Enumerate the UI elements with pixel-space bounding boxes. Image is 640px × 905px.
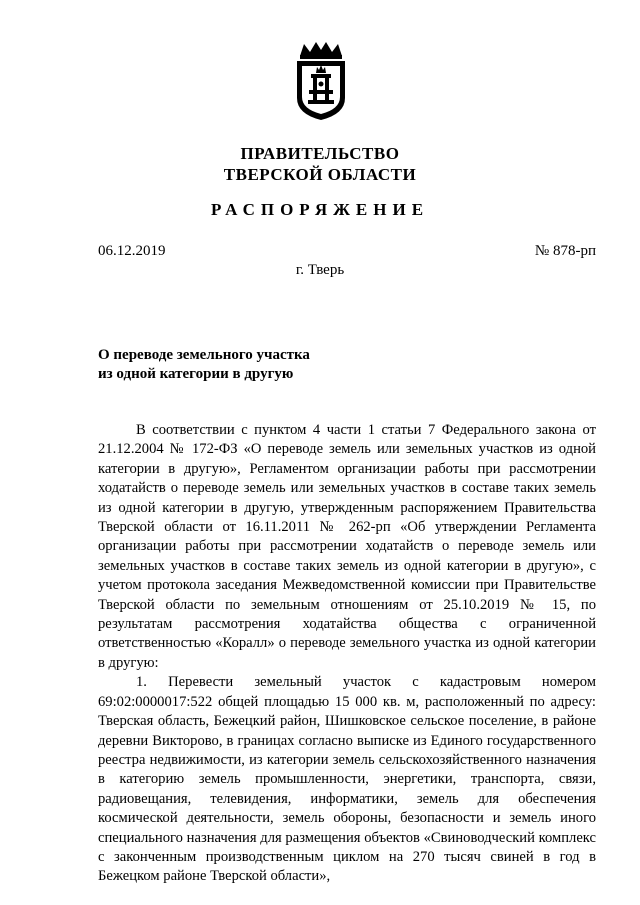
document-subject [98, 346, 310, 384]
org-name-line1: ПРАВИТЕЛЬСТВО [240, 144, 400, 163]
body-paragraph-preamble: В соответствии с пунктом 4 части 1 статьи 7 Федерального закона от 21.12.2004 № 172-ФЗ «О переводе земель или земельных участков из одной категории в другую», Регламентом организации работы при рассмотрении ходатайств о переводе земель или земельных участков в составе таких земель из одной категории в другую, утвержденным распоряжением Правительства Тверской области от 16.11.2011 № 262-рп «Об утверждении Регламента организации работы при рассмотрении ходатайств о переводе земель или земельных участков в составе таких земель из одной категории в другую», с учетом протокола заседания Межведомственной комиссии при Правительстве Тверской области по земельным отношениям от 25.10.2019 № 15, по результатам рассмотрения ходатайства общества с ограниченной ответственностью «Коралл» о переводе земельного участка из одной категории в другую: [98, 422, 596, 671]
document-number: № 878-рп [534, 243, 596, 259]
org-name-line2: ТВЕРСКОЙ ОБЛАСТИ [223, 165, 417, 184]
body-paragraph-item-1: 1. Перевести земельный участок с кадастровым номером 69:02:0000017:522 общей площадью 15 000 кв. м, расположенный по адресу: Тверская область, Бежецкий район, Шишковское сельское поселение, в районе деревни Викторово, в границах согласно выписке из Единого государственного реестра недвижимости, из категории земель сельскохозяйственного назначения в категорию земель промышленности, энергетики, транспорта, связи, радиовещания, телевидения, информатики, земель для обеспечения космической деятельности, земель обороны, безопасности и земель иного специального назначения для размещения объектов «Свиноводческий комплекс с законченным производственным циклом на 270 тысяч свиней в год в Бежецком районе Тверской области», [98, 674, 596, 885]
subject-line1: О переводе земельного участка [98, 347, 310, 363]
subject-line2: из одной категории в другую [98, 366, 294, 382]
tver-coat-of-arms-icon [292, 40, 350, 122]
document-type-title: РАСПОРЯЖЕНИЕ [210, 200, 430, 219]
document-city: г. Тверь [295, 262, 345, 278]
document-date: 06.12.2019 [98, 243, 166, 259]
document-body [98, 421, 596, 887]
